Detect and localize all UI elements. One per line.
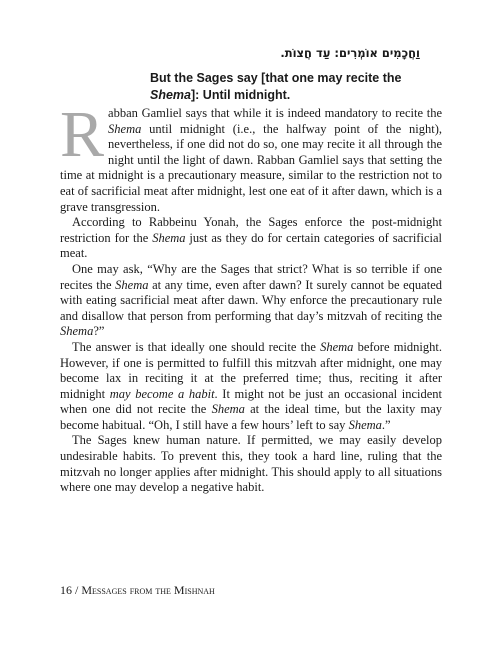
translation-heading — [150, 70, 440, 104]
drop-cap: R — [60, 98, 105, 171]
heading-text-1: But the Sages say [that one may recite the — [150, 71, 402, 85]
paragraph-5: The Sages knew human nature. If permitted, we may easily develop undesirable habits. To prevent this, they took a hard line, ruling that the mitzvah no longer applies after midnight. This should apply to all situations where one may develop a negative habit. — [60, 433, 442, 495]
paragraph-3: One may ask, “Why are the Sages that strict? What is so terrible if one recites the Shema at any time, even after dawn? It surely cannot be equated with eating sacrificial meat after dawn. Why enforce the precautionary rule and disallow that person from performing that day’s mitzvah of reciting the Shema?” — [60, 261, 442, 339]
paragraph-4: The answer is that ideally one should recite the Shema before midnight. However, if one is permitted to fulfill this mitzvah after midnight, one may become lax in reciting it at the preferred time; thus, reciting it after midnight may become a habit. It might not be just an occasional incident when one did not recite the Shema at the ideal time, but the laxity may become habitual. “Oh, I still have a few hours’ left to say Shema.” — [60, 339, 442, 432]
paragraph-1: Rabban Gamliel says that while it is indeed mandatory to recite the Shema until midnight (i.e., the halfway point of the night), nevertheless, if one did not do so, one may recite it all through the night until the light of dawn. Rabban Gamliel says that setting the time at midnight is a precautionary measure, similar to the restriction not to eat of sacrificial meat after midnight, lest one eat of it after dawn, which is a grave transgression. — [60, 98, 442, 214]
book-title: Messages from the Mishnah — [81, 583, 215, 597]
heading-text-2: ]: Until midnight. — [191, 88, 291, 102]
page-number: 16 — [60, 583, 72, 597]
footer-separator: / — [75, 583, 79, 597]
page-footer — [60, 583, 215, 598]
hebrew-mishnah-quote: וַחֲכָמִים אוֹמְרִים: עַד חֲצוֹת. — [280, 46, 420, 60]
heading-shema: Shema — [150, 88, 191, 102]
commentary-body — [60, 98, 442, 496]
paragraph-2: According to Rabbeinu Yonah, the Sages enforce the post-midnight restriction for the Shema just as they do for certain categories of sacrificial meat. — [60, 215, 442, 261]
